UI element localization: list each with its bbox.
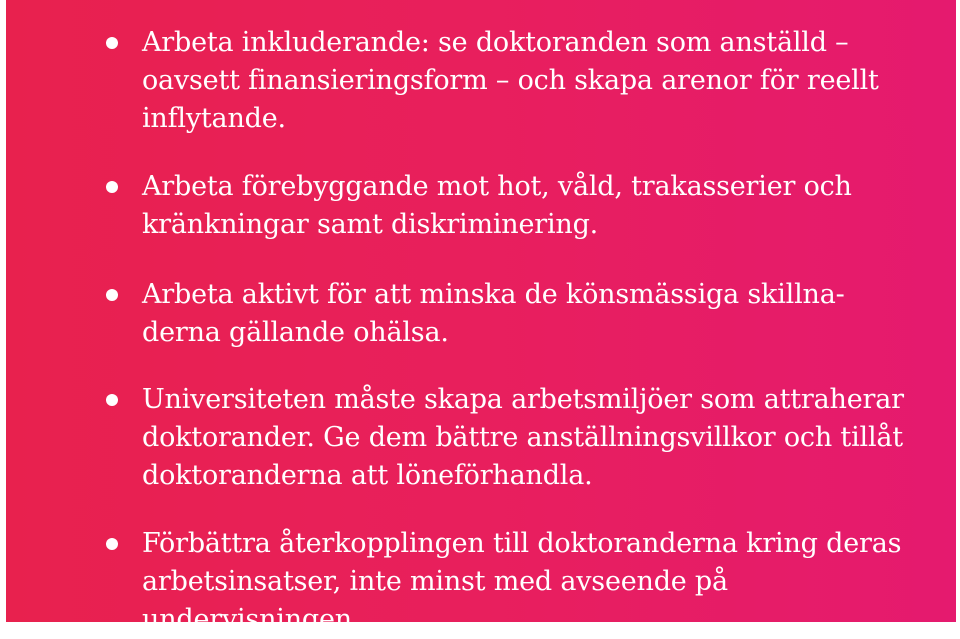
bullet-text: Förbättra återkopplingen till doktoranderna kring deras arbetsinsatser, inte minst med avseende på undervisningen. [142, 528, 902, 635]
bullet-dot-icon [106, 394, 118, 406]
bullet-dot-icon [106, 181, 118, 193]
bullet-dot-icon [106, 538, 118, 550]
bullet-text: Arbeta förebyggande mot hot, våld, trakasserier och kränkningar samt diskriminering. [142, 171, 852, 240]
bullet-text: Arbeta inkluderande: se doktoranden som anställd – oavsett finansieringsform – och skapa arenor för reellt inflytande. [142, 27, 879, 134]
bullet-dot-icon [106, 289, 118, 301]
bullet-text: Arbeta aktivt för att minska de könsmässiga skillna- derna gällande ohälsa. [142, 279, 845, 348]
bullet-dot-icon [106, 37, 118, 49]
pink-text-panel [6, 0, 956, 635]
bullet-text: Universiteten måste skapa arbetsmiljöer som attraherar doktorander. Ge dem bättre anställningsvillkor och tillåt doktoranderna att löneförhandla. [142, 384, 904, 491]
